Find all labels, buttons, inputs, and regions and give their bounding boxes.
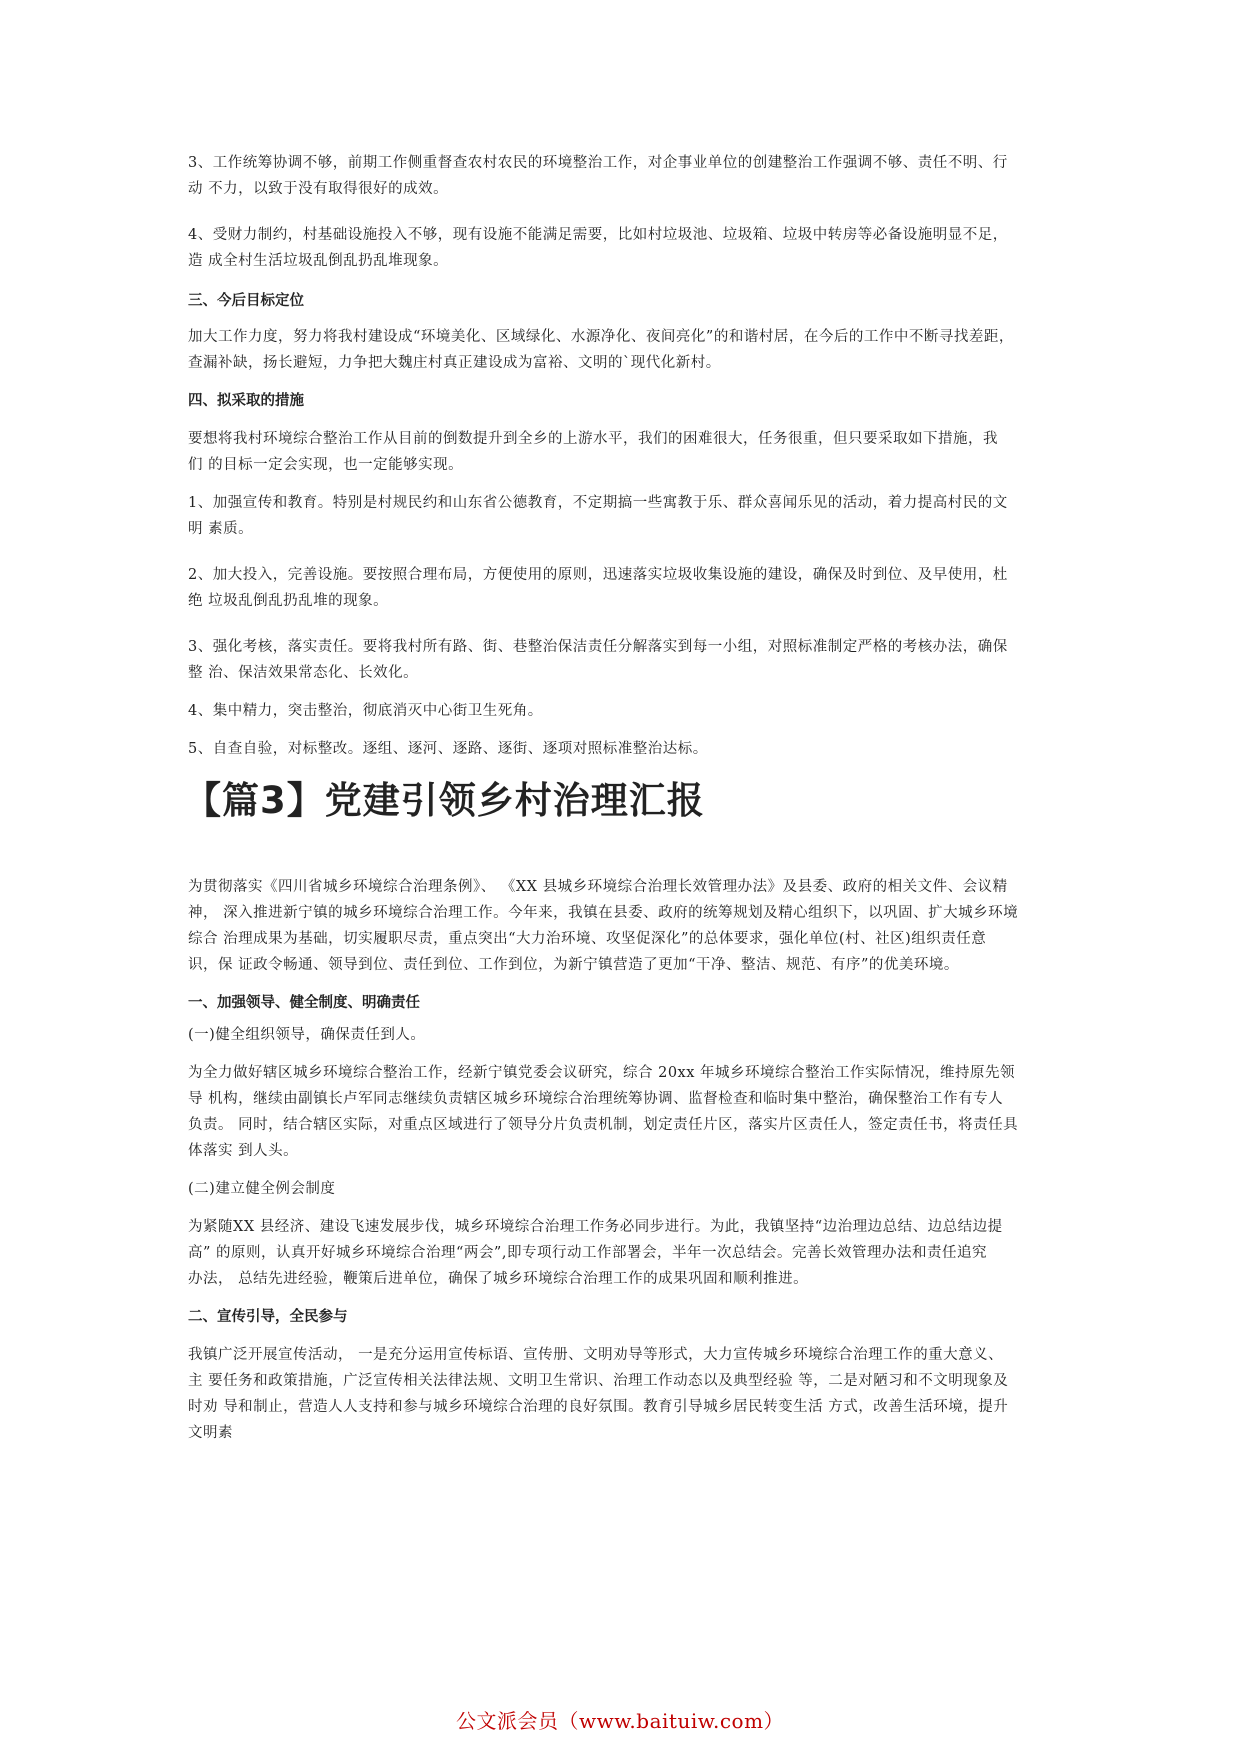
list-item: 4、集中精力，突击整治，彻底消灭中心街卫生死角。 <box>188 703 543 719</box>
subheading-meeting: (二)建立健全例会制度 <box>188 1181 336 1197</box>
paragraph-goal: 加大工作力度，努力将我村建设成“环境美化、区域绿化、水源净化、夜间亮化”的和谐村居，在今后的工作中不断寻找差距， 查漏补缺，扬长避短，力争把大魏庄村真正建设成为富裕、文明的`现代化新村。 <box>188 329 1014 371</box>
document-page <box>184 150 1068 1446</box>
paragraph-measures-intro: 要想将我村环境综合整治工作从目前的倒数提升到全乡的上游水平，我们的困难很大，任务很重，但只要采取如下措施，我 们 的目标一定会实现，也一定能够实现。 <box>188 431 998 473</box>
paragraph-intro: 为贯彻落实《四川省城乡环境综合治理条例》、 《XX 县城乡环境综合治理长效管理办法》及县委、政府的相关文件、会议精 神， 深入推进新宁镇的城乡环境综合治理工作。今年来，我镇在县委、政府的统筹规划及精心组织下，以巩固、扩大城乡环境 综合 治理成果为基础，切实履职尽责，重点突出“大力治环境、攻坚促深化”的总体要求，强化单位(村、社区)组织责任意 识，保 证政令畅通、领导到位、责任到位、工作到位，为新宁镇营造了更加“干净、整洁、规范、有序”的优美环境。 <box>188 879 1019 973</box>
paragraph-organization: 为全力做好辖区城乡环境综合整治工作，经新宁镇党委会议研究，综合 20xx 年城乡环境综合整治工作实际情况，维持原先领 导 机构，继续由副镇长卢军同志继续负责辖区城乡环境综合治理统筹协调、监督检查和临时集中整治，确保整治工作有专人 负责。 同时，结合辖区实际，对重点区域进行了领导分片负责机制，划定责任片区，落实片区责任人，签定责任书，将责任具 体落实 到人头。 <box>188 1065 1019 1159</box>
list-item: 1、加强宣传和教育。特别是村规民约和山东省公德教育，不定期搞一些寓教于乐、群众喜闻乐见的活动，着力提高村民的文 明 素质。 <box>188 495 1008 537</box>
section-heading-leadership: 一、加强领导、健全制度、明确责任 <box>188 995 420 1011</box>
article-title: 【篇3】党建引领乡村治理汇报 <box>184 779 705 822</box>
list-item: 5、自查自验，对标整改。逐组、逐河、逐路、逐街、逐项对照标准整治达标。 <box>188 741 708 757</box>
list-item: 3、强化考核，落实责任。要将我村所有路、街、巷整治保洁责任分解落实到每一小组，对照标准制定严格的考核办法，确保 整 治、保洁效果常态化、长效化。 <box>188 639 1008 681</box>
section-heading-goal: 三、今后目标定位 <box>188 293 304 309</box>
list-item: 2、加大投入，完善设施。要按照合理布局，方便使用的原则，迅速落实垃圾收集设施的建设，确保及时到位、及早使用，杜 绝 垃圾乱倒乱扔乱堆的现象。 <box>188 567 1008 609</box>
section-heading-measures: 四、拟采取的措施 <box>188 393 304 409</box>
list-item: 3、工作统筹协调不够，前期工作侧重督查农村农民的环境整治工作，对企事业单位的创建整治工作强调不够、责任不明、行 动 不力，以致于没有取得很好的成效。 <box>188 155 1008 197</box>
list-item: 4、受财力制约，村基础设施投入不够，现有设施不能满足需要，比如村垃圾池、垃圾箱、垃圾中转房等必备设施明显不足， 造 成全村生活垃圾乱倒乱扔乱堆现象。 <box>188 227 1008 269</box>
paragraph-publicity: 我镇广泛开展宣传活动， 一是充分运用宣传标语、宣传册、文明劝导等形式，大力宣传城乡环境综合治理工作的重大意义、 主 要任务和政策措施，广泛宣传相关法律法规、文明卫生常识、治理工作动态以及典型经验 等，二是对陋习和不文明现象及 时劝 导和制止，营造人人支持和参与城乡环境综合治理的良好氛围。教育引导城乡居民转变生活 方式，改善生活环境，提升 文明素 <box>188 1347 1009 1441</box>
subheading-organization: (一)健全组织领导，确保责任到人。 <box>188 1027 426 1043</box>
paragraph-meeting: 为紧随XX 县经济、建设飞速发展步伐，城乡环境综合治理工作务必同步进行。为此，我镇坚持“边治理边总结、边总结边提 高” 的原则，认真开好城乡环境综合治理“两会”,即专项行动工作部署会，半年一次总结会。完善长效管理办法和责任追究 办法， 总结先进经验，鞭策后进单位，确保了城乡环境综合治理工作的成果巩固和顺利推进。 <box>188 1219 1003 1287</box>
footer-watermark-link[interactable]: 公文派会员（www.baituiw.com） <box>455 1709 785 1733</box>
section-heading-publicity: 二、宣传引导，全民参与 <box>188 1309 348 1325</box>
